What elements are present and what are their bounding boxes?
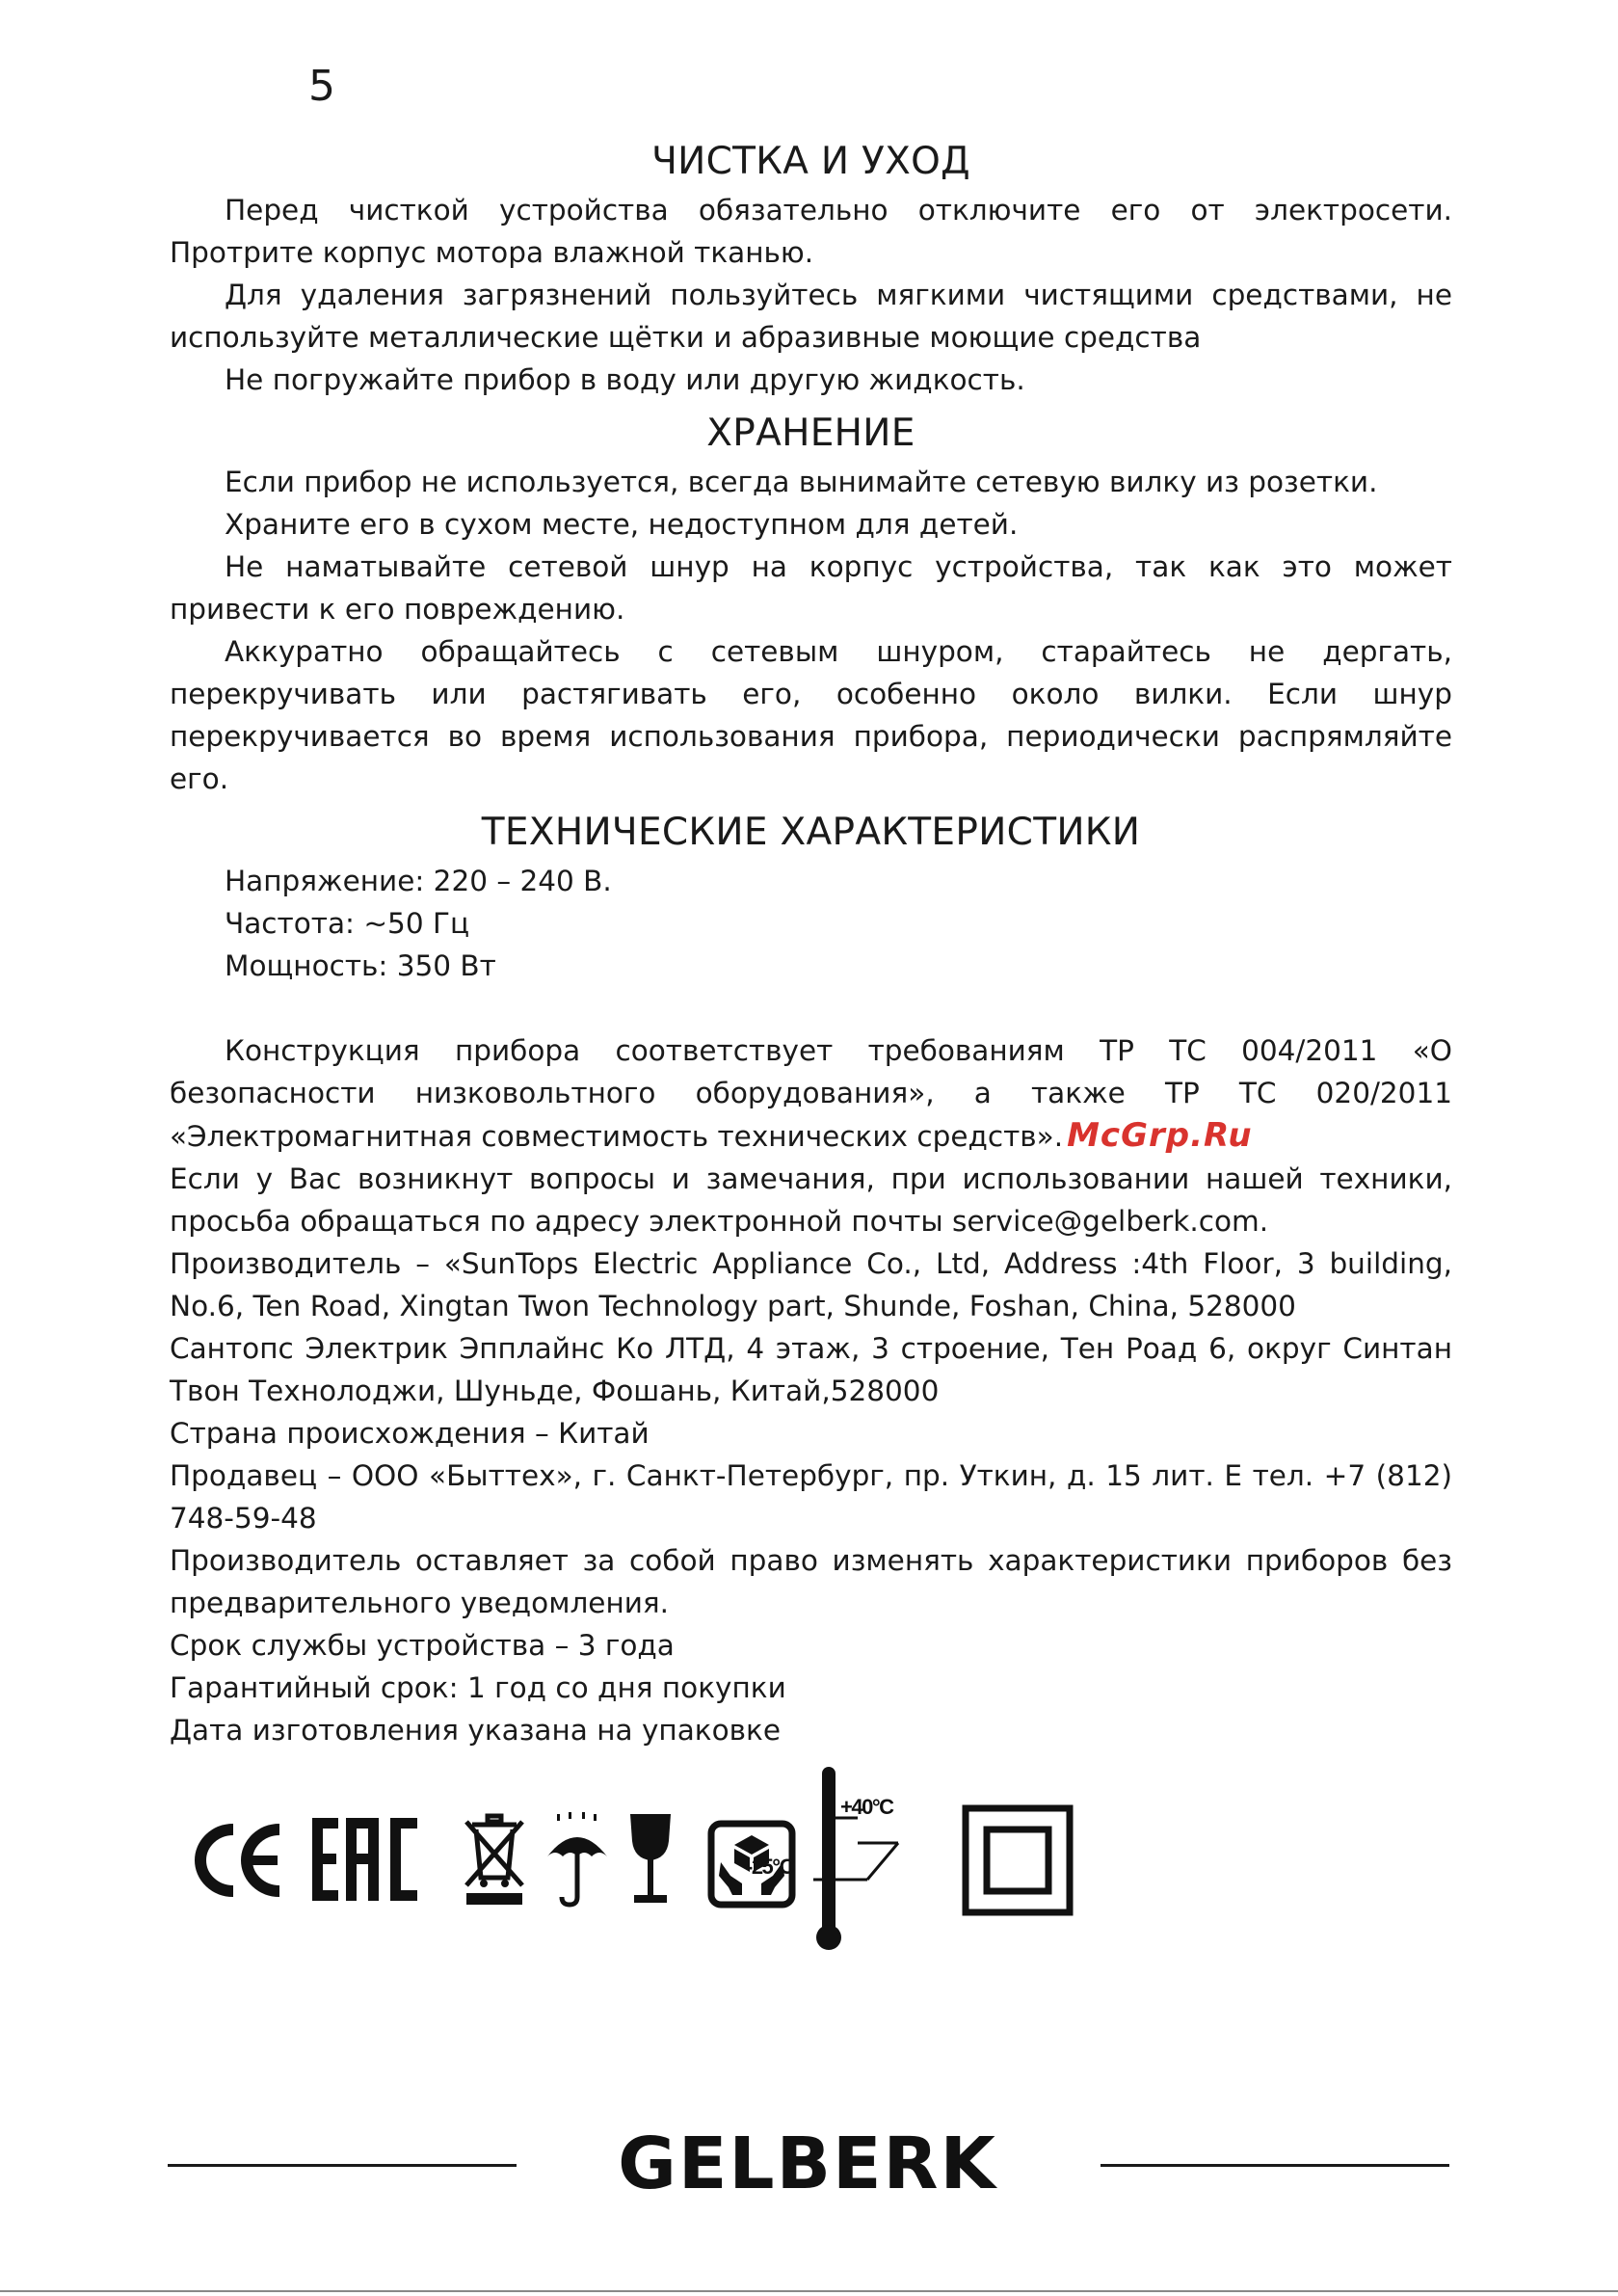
service-life: Срок службы устройства – 3 года	[170, 1629, 675, 1662]
page-number: 5	[308, 62, 335, 111]
storage-heading: ХРАНЕНИЕ	[706, 412, 915, 455]
footer-rule-left	[168, 2164, 517, 2167]
storage-paragraph-3: Не наматывайте сетевой шнур на корпус устройства, так как это может привести к его повреждению.	[170, 550, 1452, 626]
cleaning-paragraph-3: Не погружайте прибор в воду или другую жидкость.	[225, 363, 1025, 396]
specs-heading: ТЕХНИЧЕСКИЕ ХАРАКТЕРИСТИКИ	[481, 811, 1141, 854]
spacer	[170, 987, 1452, 1029]
spec-frequency: Частота: ~50 Гц	[225, 907, 470, 940]
temp-low-label: -25°C	[746, 1855, 793, 1879]
double-insulation-icon	[962, 1804, 1074, 1916]
document-body	[170, 135, 1452, 1751]
warranty-period: Гарантийный срок: 1 год со дня покупки	[170, 1671, 786, 1704]
conformity-paragraph	[170, 1029, 1452, 1158]
eac-mark-icon	[312, 1818, 418, 1901]
temp-high-label: +40°C	[840, 1795, 893, 1819]
cleaning-paragraph-1: Перед чисткой устройства обязательно отключите его от электросети. Протрите корпус мотора влажной тканью.	[170, 194, 1452, 269]
brand-logo: GELBERK	[618, 2122, 997, 2205]
spec-voltage: Напряжение: 220 – 240 В.	[225, 865, 612, 897]
certification-marks	[183, 1764, 1108, 1957]
seller-info: Продавец – ООО «Быттех», г. Санкт-Петербург, пр. Уткин, д. 15 лит. Е тел. +7 (812) 748-59-48	[170, 1459, 1452, 1535]
storage-paragraph-2: Храните его в сухом месте, недоступном для детей.	[225, 508, 1019, 541]
country-of-origin: Страна происхождения – Китай	[170, 1417, 650, 1450]
crossed-bin-icon	[463, 1814, 526, 1907]
cleaning-heading: ЧИСТКА И УХОД	[651, 140, 970, 183]
contact-paragraph: Если у Вас возникнут вопросы и замечания, при использовании нашей техники, просьба обращаться по адресу электронной почты service@gelberk.com.	[170, 1162, 1452, 1238]
storage-paragraph-1: Если прибор не используется, всегда вынимайте сетевую вилку из розетки.	[225, 466, 1378, 498]
footer-rule-right	[1101, 2164, 1449, 2167]
page-bottom-edge	[0, 2290, 1618, 2292]
manufacture-date: Дата изготовления указана на упаковке	[170, 1714, 782, 1747]
ce-mark-icon	[191, 1822, 283, 1899]
storage-paragraph-4: Аккуратно обращайтесь с сетевым шнуром, старайтесь не дергать, перекручивать или растягивать его, особенно около вилки. Если шнур перекручивается во время использования прибора, периодически распрямляйте его.	[170, 635, 1452, 795]
cleaning-paragraph-2: Для удаления загрязнений пользуйтесь мягкими чистящими средствами, не используйте металлические щётки и абразивные моющие средства	[170, 279, 1452, 354]
manufacturer-en: Производитель – «SunTops Electric Appliance Co., Ltd, Address :4th Floor, 3 building, No.6, Ten Road, Xingtan Twon Technology part, Shunde, Foshan, China, 528000	[170, 1247, 1452, 1322]
rights-notice: Производитель оставляет за собой право изменять характеристики приборов без предварительного уведомления.	[170, 1544, 1452, 1619]
watermark: McGrp.Ru	[1067, 1116, 1253, 1155]
fragile-glass-icon	[626, 1812, 675, 1909]
spec-power: Мощность: 350 Вт	[225, 949, 496, 982]
manufacturer-ru: Сантопс Электрик Эпплайнс Ко ЛТД, 4 этаж, 3 строение, Тен Роад 6, округ Синтан Твон Технолоджи, Шуньде, Фошань, Китай,528000	[170, 1332, 1452, 1407]
temperature-limits-icon	[746, 1764, 973, 1957]
conformity-text: Конструкция прибора соответствует требованиям ТР ТС 004/2011 «О безопасности низковольтного оборудования», а также ТР ТС 020/2011 «Электромагнитная совместимость технических средств».	[170, 1034, 1452, 1153]
keep-dry-icon	[545, 1812, 609, 1909]
